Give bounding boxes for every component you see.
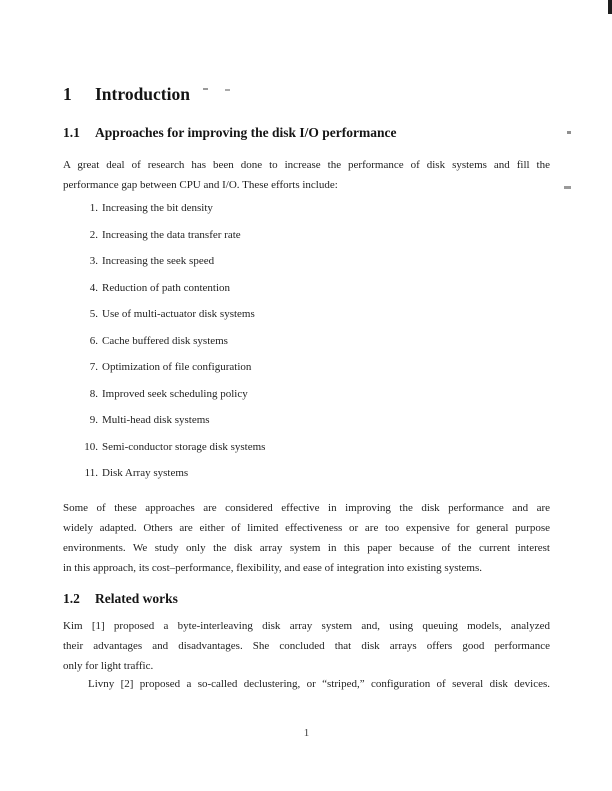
list-item <box>63 255 550 267</box>
scan-artifact-speck <box>567 131 571 134</box>
paragraph-livny <box>63 674 550 694</box>
scan-artifact-corner-bar <box>608 0 612 14</box>
list-item <box>63 308 550 320</box>
section-number: 1 <box>63 84 72 104</box>
scan-artifact-speck <box>564 186 571 189</box>
list-item-text: Semi-conductor storage disk systems <box>102 440 266 453</box>
text-line: in this approach, its cost–performance, flexibility, and ease of integration into existing systems. <box>63 562 483 574</box>
list-item <box>63 202 550 214</box>
list-item-number: 8. <box>89 387 98 400</box>
list-item <box>63 229 550 241</box>
text-line: only for light traffic. <box>63 660 154 672</box>
text-line: their advantages and disadvantages. She concluded that disk arrays offers good performance <box>63 640 550 652</box>
text-line: Some of these approaches are considered effective in improving the disk performance and are <box>63 502 550 514</box>
list-item <box>63 388 550 400</box>
list-item-number: 3. <box>89 255 98 267</box>
list-item <box>63 361 550 373</box>
list-item-number: 7. <box>89 361 98 373</box>
page-number: 1 <box>303 727 310 739</box>
text-line: Livny [2] proposed a so-called declustering, or “striped,” configuration of several disk devices. <box>88 678 550 690</box>
subsection-number: 1.2 <box>63 591 80 606</box>
list-item-text: Multi-head disk systems <box>102 414 210 426</box>
subsection-title: Related works <box>95 591 178 606</box>
list-item-text: Increasing the data transfer rate <box>102 228 241 241</box>
list-item-number: 11. <box>84 467 98 479</box>
text-line: performance gap between CPU and I/O. These efforts include: <box>63 179 338 191</box>
paragraph-intro <box>63 155 550 195</box>
list-item-text: Increasing the bit density <box>102 202 213 214</box>
list-item-text: Optimization of file configuration <box>102 361 252 373</box>
list-item-text: Improved seek scheduling policy <box>102 387 248 400</box>
text-line: Kim [1] proposed a byte-interleaving disk array system and, using queuing models, analyzed <box>63 620 550 632</box>
list-item-text: Use of multi-actuator disk systems <box>102 308 255 320</box>
subsection-title: Approaches for improving the disk I/O performance <box>95 125 397 140</box>
list-item-number: 4. <box>89 281 98 294</box>
list-item-number: 5. <box>89 308 98 320</box>
list-item-number: 6. <box>89 334 98 347</box>
section-heading-introduction <box>63 84 190 105</box>
list-item-text: Cache buffered disk systems <box>102 334 228 347</box>
list-item-text: Increasing the seek speed <box>102 255 215 267</box>
page-content <box>63 0 550 791</box>
list-item-text: Reduction of path contention <box>102 281 230 294</box>
paragraph-discussion <box>63 498 550 578</box>
subsection-number: 1.1 <box>63 125 80 140</box>
list-item-number: 1. <box>89 202 98 214</box>
numbered-list-approaches <box>63 202 550 479</box>
text-line: environments. We study only the disk array system in this paper because of the current interest <box>63 542 550 554</box>
list-item-text: Disk Array systems <box>102 467 189 479</box>
section-title: Introduction <box>95 84 190 104</box>
list-item <box>63 441 550 453</box>
paragraph-kim <box>63 616 550 676</box>
list-item <box>63 335 550 347</box>
text-line: widely adapted. Others are either of limited effectiveness or are too expensive for general purpose <box>63 522 550 534</box>
subsection-heading-approaches <box>63 125 397 141</box>
list-item-number: 9. <box>89 414 98 426</box>
list-item <box>63 282 550 294</box>
subsection-heading-related-works <box>63 591 178 607</box>
text-line: A great deal of research has been done to increase the performance of disk systems and fill the <box>63 159 550 171</box>
list-item <box>63 467 550 479</box>
list-item-number: 10. <box>84 440 98 453</box>
list-item <box>63 414 550 426</box>
list-item-number: 2. <box>89 228 98 241</box>
